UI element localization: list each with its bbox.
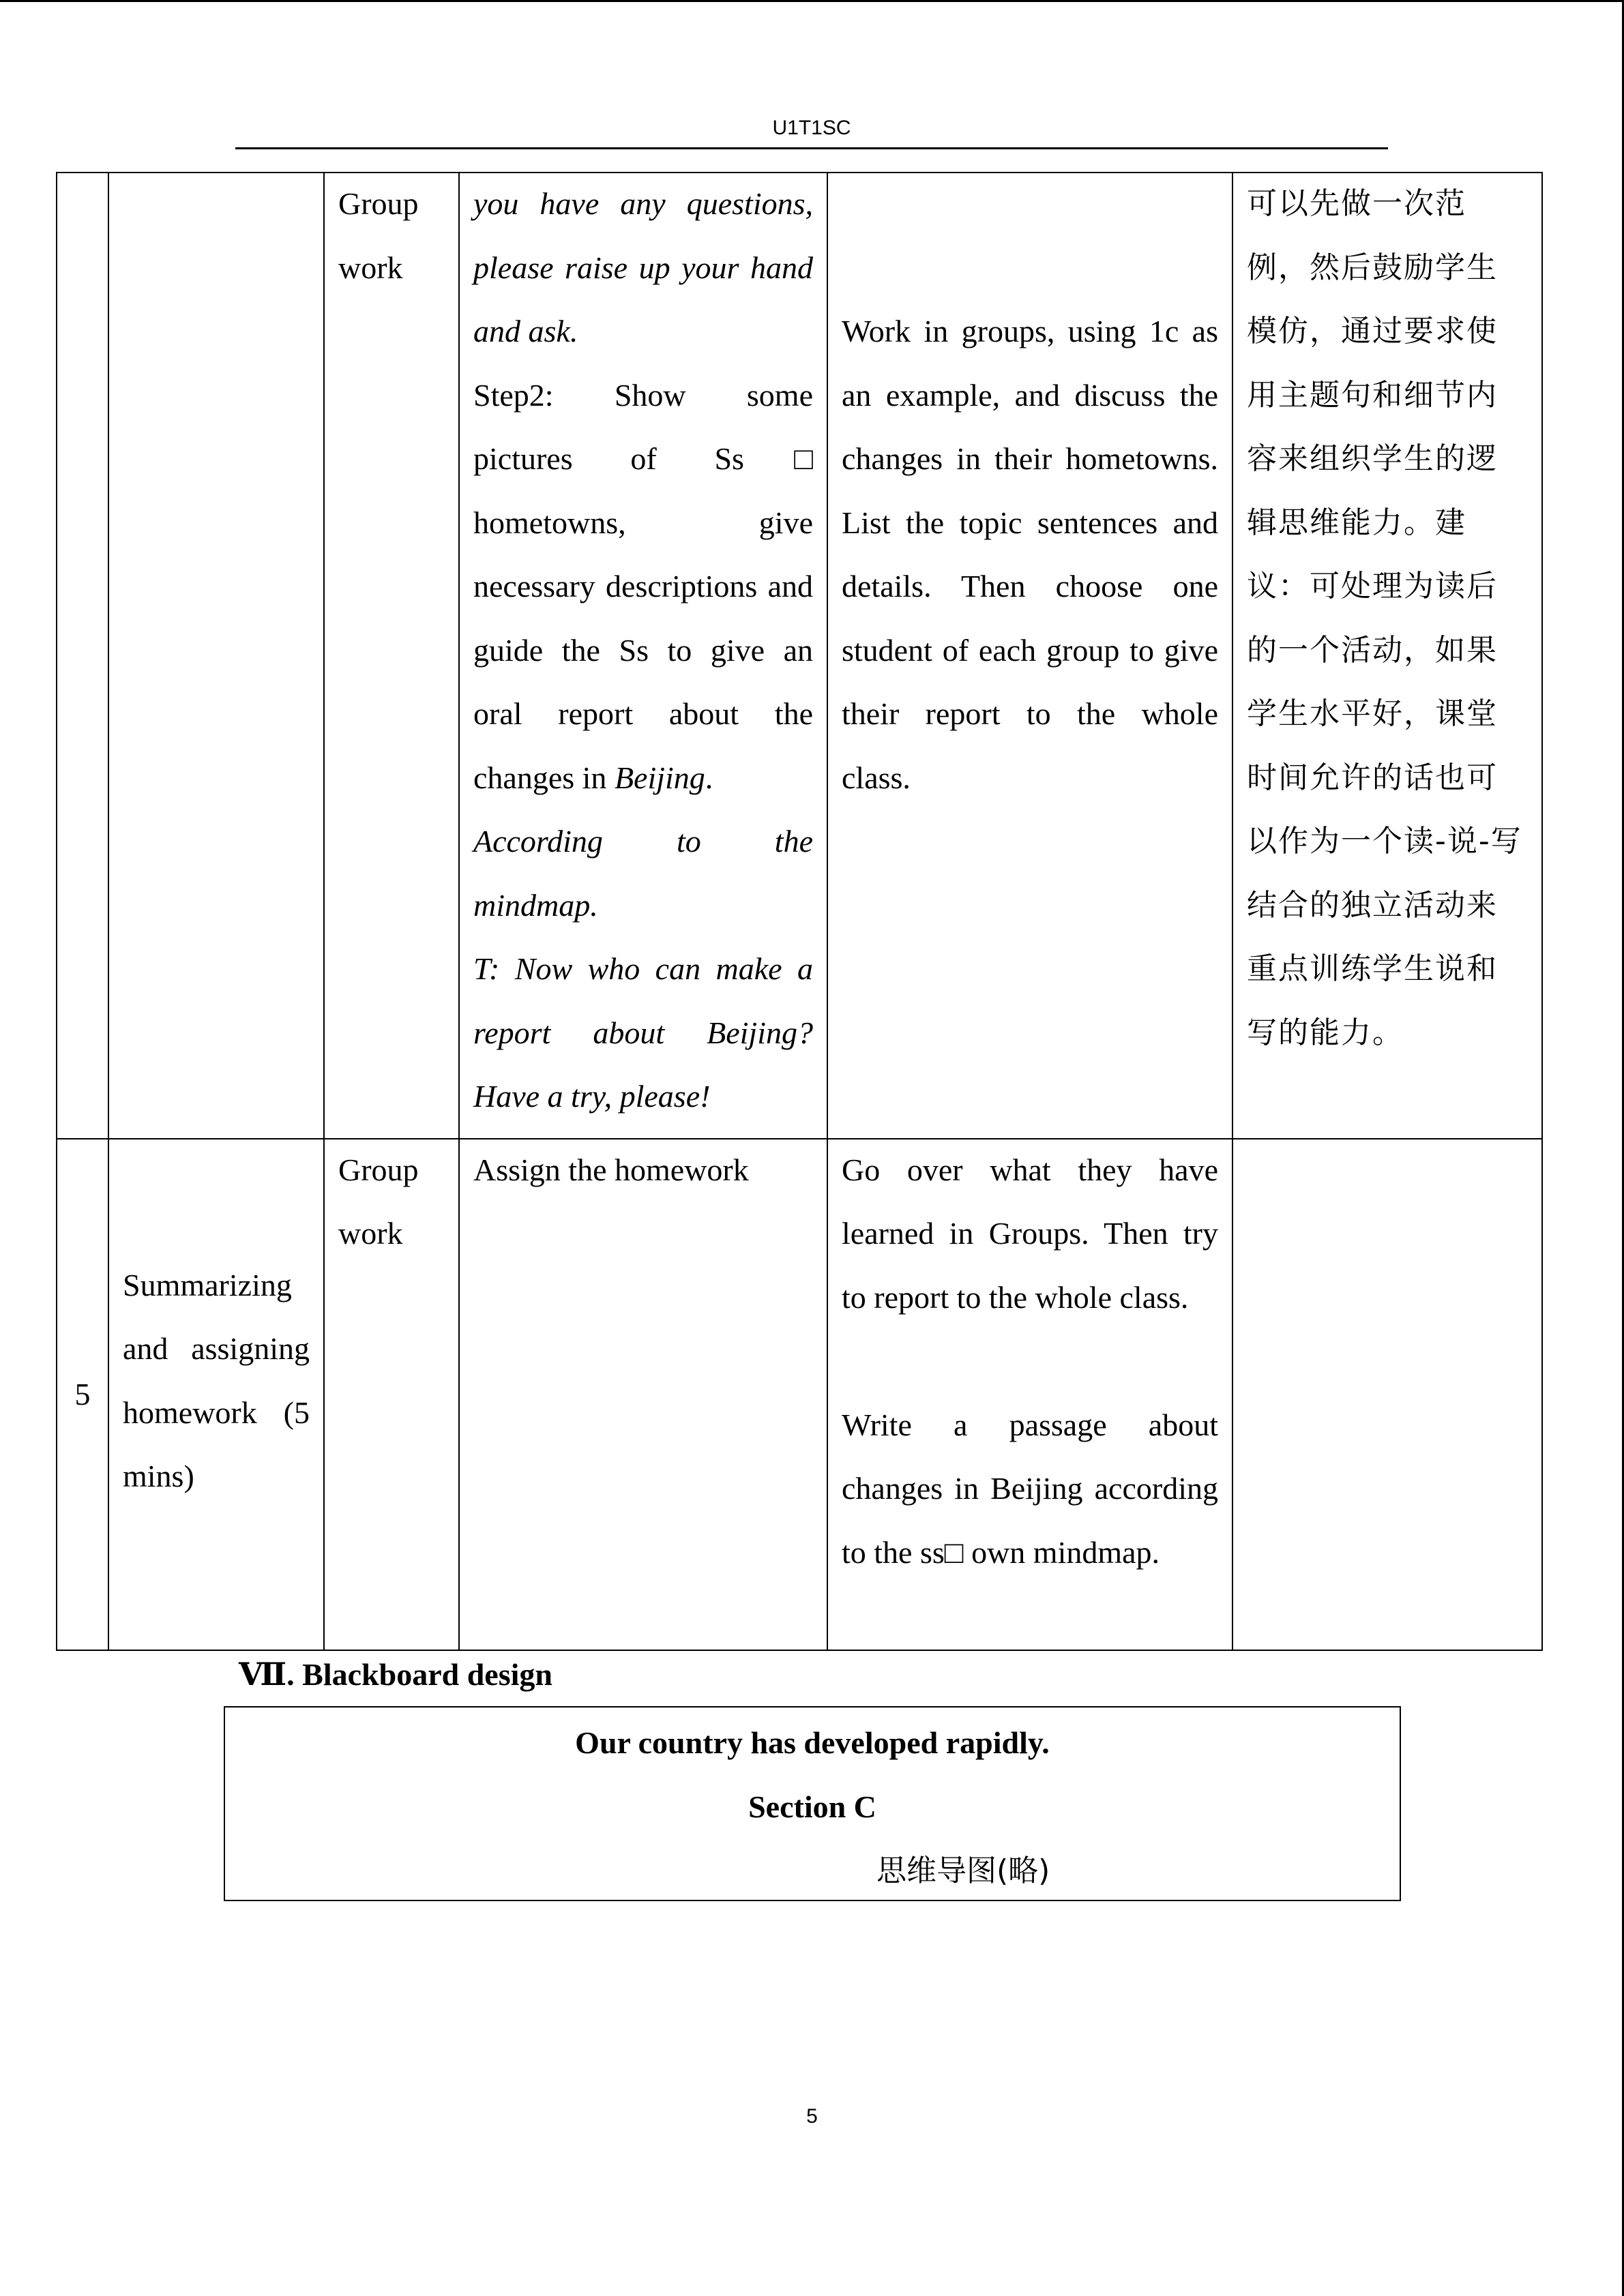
teacher-step2-period: .: [705, 760, 713, 795]
header-rule: [235, 147, 1388, 149]
design-notes-cell: [1232, 1139, 1542, 1650]
paragraph-gap: [842, 1329, 1218, 1393]
blackboard-section: Section C: [748, 1789, 876, 1824]
teacher-line-mindmap: According to the mindmap.: [473, 824, 813, 923]
page-header: U1T1SC: [772, 117, 851, 139]
form-cell: [324, 1139, 459, 1650]
stage-cell: [108, 1139, 324, 1650]
blackboard-mindmap-note: 思维导图(略): [876, 1853, 1050, 1888]
student-activity-cell: [827, 1139, 1232, 1650]
teacher-line-questions: you have any questions, please raise up your hand and ask.: [473, 186, 813, 348]
table-row: [57, 173, 1542, 1139]
teacher-activity-cell: [459, 1139, 827, 1650]
blackboard-design-box: [224, 1706, 1401, 1901]
student-activity-p2: Write a passage about changes in Beijing according to the ss□ own mindmap.: [842, 1407, 1218, 1570]
section-title: Ⅶ. Blackboard design: [239, 1657, 552, 1692]
teacher-activity-cell: [459, 173, 827, 1139]
step-number-cell: [57, 173, 108, 1139]
student-activity-text: Work in groups, using 1c as an example, and discuss the changes in their hometowns. List the topic sentences and details. Then choose one student of each group to give their report to the whole class.: [842, 314, 1218, 795]
student-activity-p1: Go over what they have learned in Groups. Then try to report to the whole class.: [842, 1152, 1218, 1315]
step-number-cell: [57, 1139, 108, 1650]
teacher-activity-text: Assign the homework: [473, 1152, 749, 1187]
teacher-step2-city: Beijing: [614, 760, 705, 795]
teacher-line-step2: [473, 363, 813, 810]
teacher-line-prompt: T: Now who can make a report about Beijing? Have a try, please!: [473, 951, 813, 1114]
page-top-border: [0, 0, 1624, 2]
step-number: 5: [74, 1376, 91, 1412]
teacher-step2-text: Step2: Show some pictures of Ss□ hometowns, give necessary descriptions and guide the Ss to give an oral report about the changes in: [473, 377, 813, 795]
stage-cell: [108, 173, 324, 1139]
form-text: Group work: [338, 186, 419, 285]
lesson-plan-table: [56, 172, 1543, 1651]
table-row: [57, 1139, 1542, 1650]
blackboard-title: Our country has developed rapidly.: [575, 1725, 1050, 1760]
design-notes-cell: [1232, 173, 1542, 1139]
stage-text: Summarizing and assigning homework (5 mins): [123, 1267, 310, 1493]
design-notes-text: 可以先做一次范例，然后鼓励学生模仿，通过要求使用主题句和细节内容来组织学生的逻辑思维能力。建议：可处理为读后的一个活动，如果学生水平好，课堂时间允许的话也可以作为一个读-说-写结合的独立活动来重点训练学生说和写的能力。: [1247, 186, 1522, 1050]
form-text: Group work: [338, 1152, 419, 1251]
page-number: 5: [806, 2105, 818, 2128]
student-activity-cell: [827, 173, 1232, 1139]
form-cell: [324, 173, 459, 1139]
